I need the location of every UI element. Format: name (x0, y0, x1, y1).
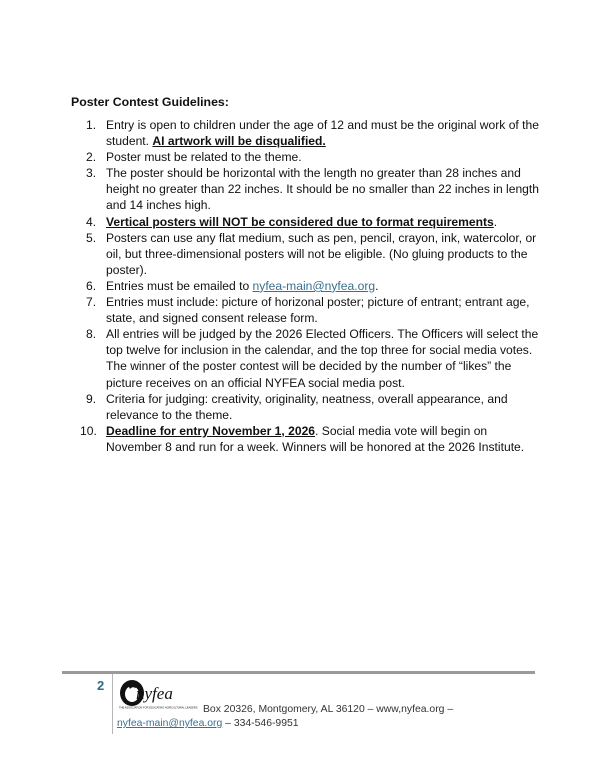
list-item (70, 165, 540, 213)
item-text-after: . (493, 214, 498, 229)
item-text: Entries must be emailed to (106, 278, 253, 293)
item-number: 10. (80, 423, 97, 438)
emphasis-text: AI artwork will be disqualified. (152, 134, 326, 149)
guidelines-list (70, 117, 540, 455)
list-item (70, 326, 540, 390)
email-link[interactable]: nyfea-main@nyfea.org (252, 278, 376, 293)
list-item (70, 423, 540, 455)
footer-divider (62, 671, 535, 674)
page-number: 2 (97, 678, 105, 693)
list-item (70, 230, 540, 278)
item-number: 9. (86, 391, 97, 406)
item-text: The poster should be horizontal with the length no greater than 28 inches and height no greater than 22 inches. It should be no smaller than 22 inches in length and 14 inches high. (106, 166, 539, 213)
item-number: 1. (86, 118, 97, 132)
footer-contact (117, 718, 299, 729)
nyfea-logo-icon (118, 678, 198, 710)
item-number: 4. (86, 214, 97, 229)
item-text: All entries will be judged by the 2026 Elected Officers. The Officers will select the top twelve for inclusion in the calendar, and the top three for social media votes. The winner of the poster contest will be decided by the number of “likes” the picture receives on an official NYFEA social media post. (106, 327, 539, 390)
item-text-after: . (375, 278, 379, 293)
emphasis-text: Vertical posters will NOT be considered due to format requirements (106, 214, 494, 229)
list-item (70, 117, 540, 149)
footer-phone: – 334-546-9951 (222, 718, 299, 729)
list-item (70, 149, 540, 165)
list-item (70, 214, 540, 230)
page-heading: Poster Contest Guidelines: (71, 95, 229, 109)
footer-email-link[interactable]: nyfea-main@nyfea.org (117, 718, 223, 729)
logo-tagline: THE ASSOCIATION FOR EDUCATING AGRICULTURAL LEADERS (119, 706, 198, 710)
item-number: 3. (86, 166, 97, 181)
item-text: Poster must be related to the theme. (106, 150, 302, 165)
item-text-after: . Social media vote will begin on November 8 and run for a week. Winners will be honored at the 2026 Institute. (106, 423, 525, 454)
list-item (70, 391, 540, 423)
item-text: Entry is open to children under the age of 12 and must be the original work of the student. (106, 118, 539, 149)
logo-wordmark: nyfea (136, 684, 173, 703)
item-text: Posters can use any flat medium, such as pen, pencil, crayon, ink, watercolor, or oil, but three-dimensional posters will not be eligible. (No gluing products to the poster). (106, 230, 537, 277)
item-text: Entries must include: picture of horizonal poster; picture of entrant; entrant age, state, and signed consent release form. (106, 295, 530, 326)
item-number: 8. (86, 327, 97, 342)
item-number: 2. (86, 150, 97, 165)
emphasis-text: Deadline for entry November 1, 2026 (106, 423, 316, 438)
item-text: Criteria for judging: creativity, originality, neatness, overall appearance, and relevance to the theme. (106, 391, 508, 422)
item-number: 5. (86, 230, 97, 245)
item-number: 6. (86, 278, 97, 293)
footer-address: Box 20326, Montgomery, AL 36120 – www,nyfea.org – (203, 704, 454, 715)
list-item (70, 278, 540, 294)
footer-vertical-divider (112, 674, 113, 734)
item-number: 7. (86, 295, 97, 310)
list-item (70, 294, 540, 326)
